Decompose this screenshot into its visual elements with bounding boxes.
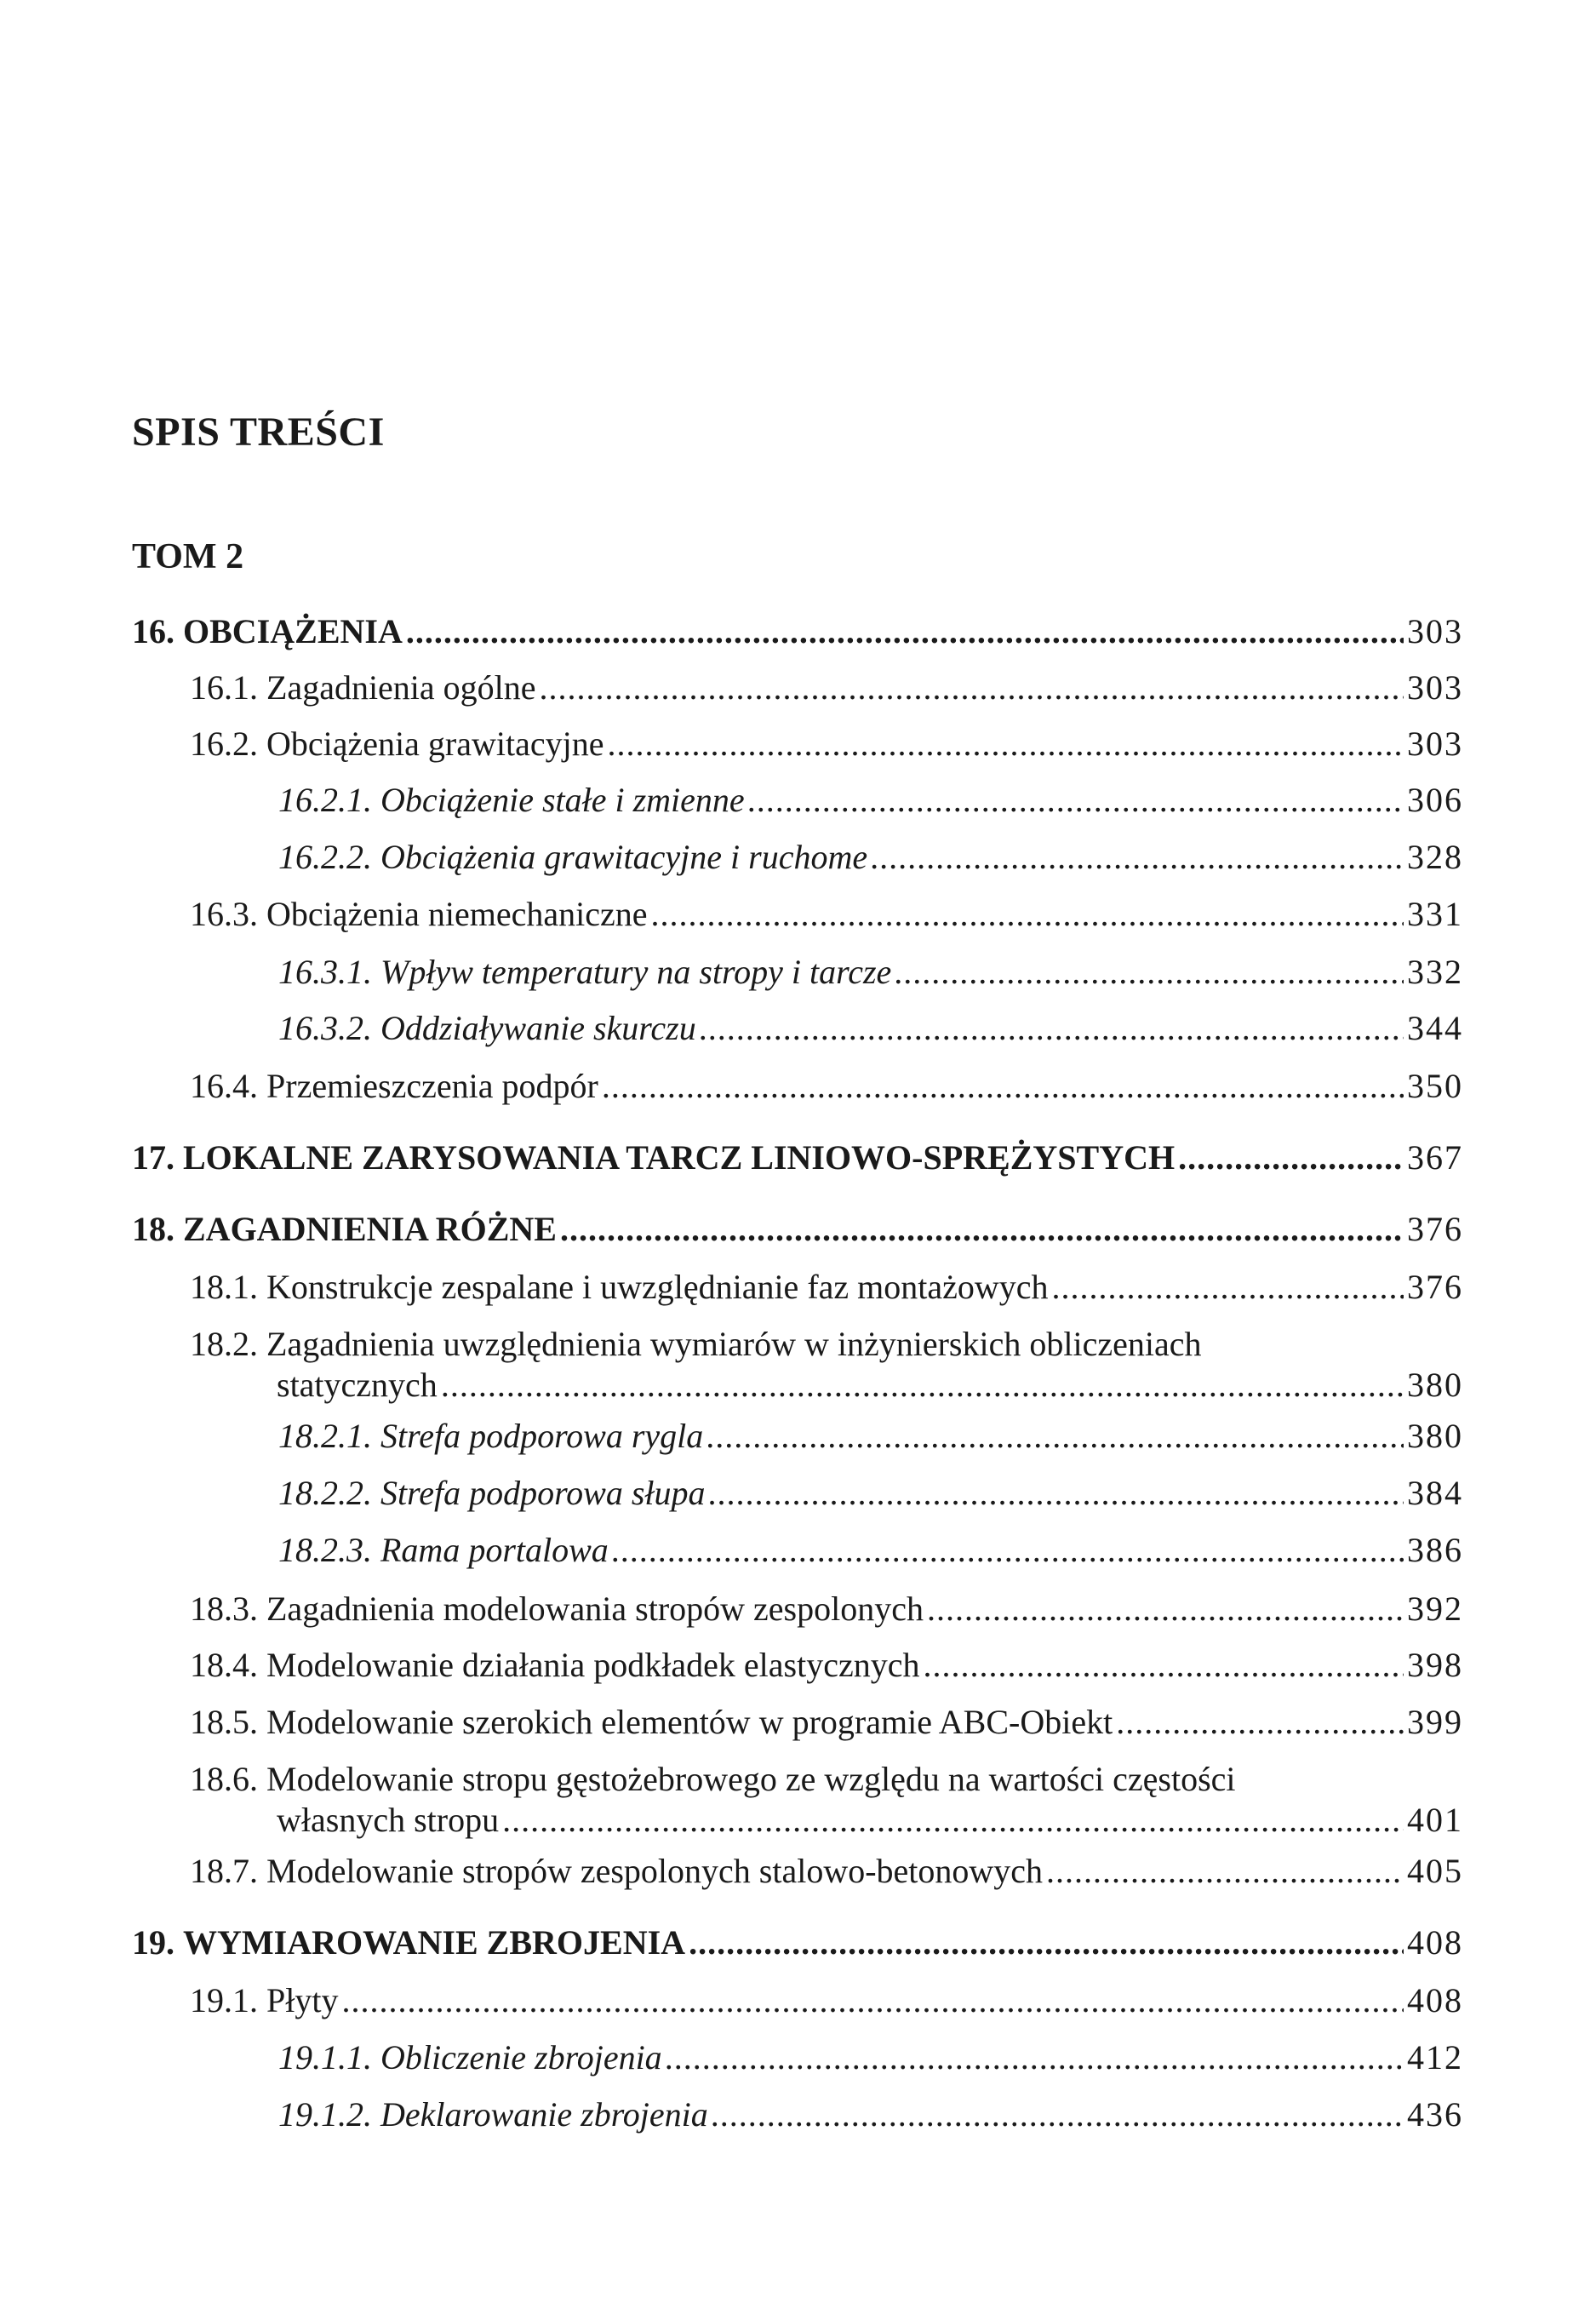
page-number: 401 xyxy=(1407,1801,1463,1839)
toc-entry: 17. LOKALNE ZARYSOWANIA TARCZ LINIOWO-SPRĘŻYSTYCH ..... 367 xyxy=(132,1137,1463,1178)
page-number: 384 xyxy=(1407,1474,1463,1512)
page-number: 380 xyxy=(1407,1366,1463,1404)
page-number: 376 xyxy=(1407,1210,1463,1248)
toc-entry: 18.7. Modelowanie stropów zespolonych stalowo-betonowych ..... 405 xyxy=(190,1851,1463,1892)
page-number: 398 xyxy=(1407,1646,1463,1684)
toc-entry: 18.2.3. Rama portalowa ..... 386 xyxy=(278,1530,1463,1571)
page-number: 303 xyxy=(1407,668,1463,707)
page-number: 412 xyxy=(1407,2038,1463,2077)
page-number: 392 xyxy=(1407,1590,1463,1628)
page-number: 344 xyxy=(1407,1009,1463,1047)
page-number: 405 xyxy=(1407,1852,1463,1890)
toc-entry: 16.3.1. Wpływ temperatury na stropy i tarcze ..... 332 xyxy=(278,952,1463,993)
toc-entry: 16.2. Obciążenia grawitacyjne ..... 303 xyxy=(190,724,1463,765)
toc-entry: 16.2.1. Obciążenie stałe i zmienne ..... 306 xyxy=(278,780,1463,821)
page-title: SPIS TREŚCI xyxy=(132,410,385,455)
toc-entry: 18.1. Konstrukcje zespalane i uwzględnianie faz montażowych ..... 376 xyxy=(190,1267,1463,1308)
toc-entry: 16. OBCIĄŻENIA ..... 303 xyxy=(132,611,1463,652)
toc-entry: 18.5. Modelowanie szerokich elementów w programie ABC-Obiekt ..... 399 xyxy=(190,1702,1463,1743)
toc-entry: 16.3. Obciążenia niemechaniczne ..... 331 xyxy=(190,894,1463,935)
toc-entry: 18.2.1. Strefa podporowa rygla ..... 380 xyxy=(278,1416,1463,1457)
page-number: 386 xyxy=(1407,1531,1463,1569)
toc-entry: 18.2. Zagadnienia uwzględnienia wymiarów w inżynierskich obliczeniach statycznych ..... 380 xyxy=(190,1324,1463,1406)
toc-entry: 19.1.1. Obliczenie zbrojenia ..... 412 xyxy=(278,2037,1463,2078)
toc-entry: 18.2.2. Strefa podporowa słupa ..... 384 xyxy=(278,1473,1463,1514)
page-number: 380 xyxy=(1407,1417,1463,1455)
toc-entry: 16.1. Zagadnienia ogólne ..... 303 xyxy=(190,667,1463,708)
toc-entry: 18.4. Modelowanie działania podkładek elastycznych ..... 398 xyxy=(190,1645,1463,1686)
page-number: 367 xyxy=(1407,1138,1463,1177)
page-number: 399 xyxy=(1407,1703,1463,1741)
page-number: 328 xyxy=(1407,838,1463,876)
page-number: 408 xyxy=(1407,1981,1463,2019)
page-number: 303 xyxy=(1407,725,1463,763)
toc-entry: 16.4. Przemieszczenia podpór ..... 350 xyxy=(190,1066,1463,1107)
page-number: 332 xyxy=(1407,953,1463,991)
toc-entry: 18.3. Zagadnienia modelowania stropów zespolonych ..... 392 xyxy=(190,1589,1463,1630)
page-number: 303 xyxy=(1407,612,1463,650)
toc-entry: 16.2.2. Obciążenia grawitacyjne i ruchome ..... 328 xyxy=(278,837,1463,878)
toc-entry: 19.1. Płyty ..... 408 xyxy=(190,1980,1463,2021)
page-number: 376 xyxy=(1407,1268,1463,1306)
volume-label: TOM 2 xyxy=(132,537,244,576)
toc-entry: 18.6. Modelowanie stropu gęstożebrowego ze względu na wartości częstości własnych stropu ..... 401 xyxy=(190,1759,1463,1841)
page-number: 408 xyxy=(1407,1923,1463,1962)
page-number: 350 xyxy=(1407,1067,1463,1105)
toc-entry: 18. ZAGADNIENIA RÓŻNE ..... 376 xyxy=(132,1209,1463,1250)
toc-entry: 19.1.2. Deklarowanie zbrojenia ..... 436 xyxy=(278,2094,1463,2135)
page-number: 306 xyxy=(1407,781,1463,819)
page-number: 331 xyxy=(1407,895,1463,933)
toc-entry: 19. WYMIAROWANIE ZBROJENIA ..... 408 xyxy=(132,1922,1463,1963)
toc-entry: 16.3.2. Oddziaływanie skurczu ..... 344 xyxy=(278,1008,1463,1049)
page-number: 436 xyxy=(1407,2095,1463,2134)
